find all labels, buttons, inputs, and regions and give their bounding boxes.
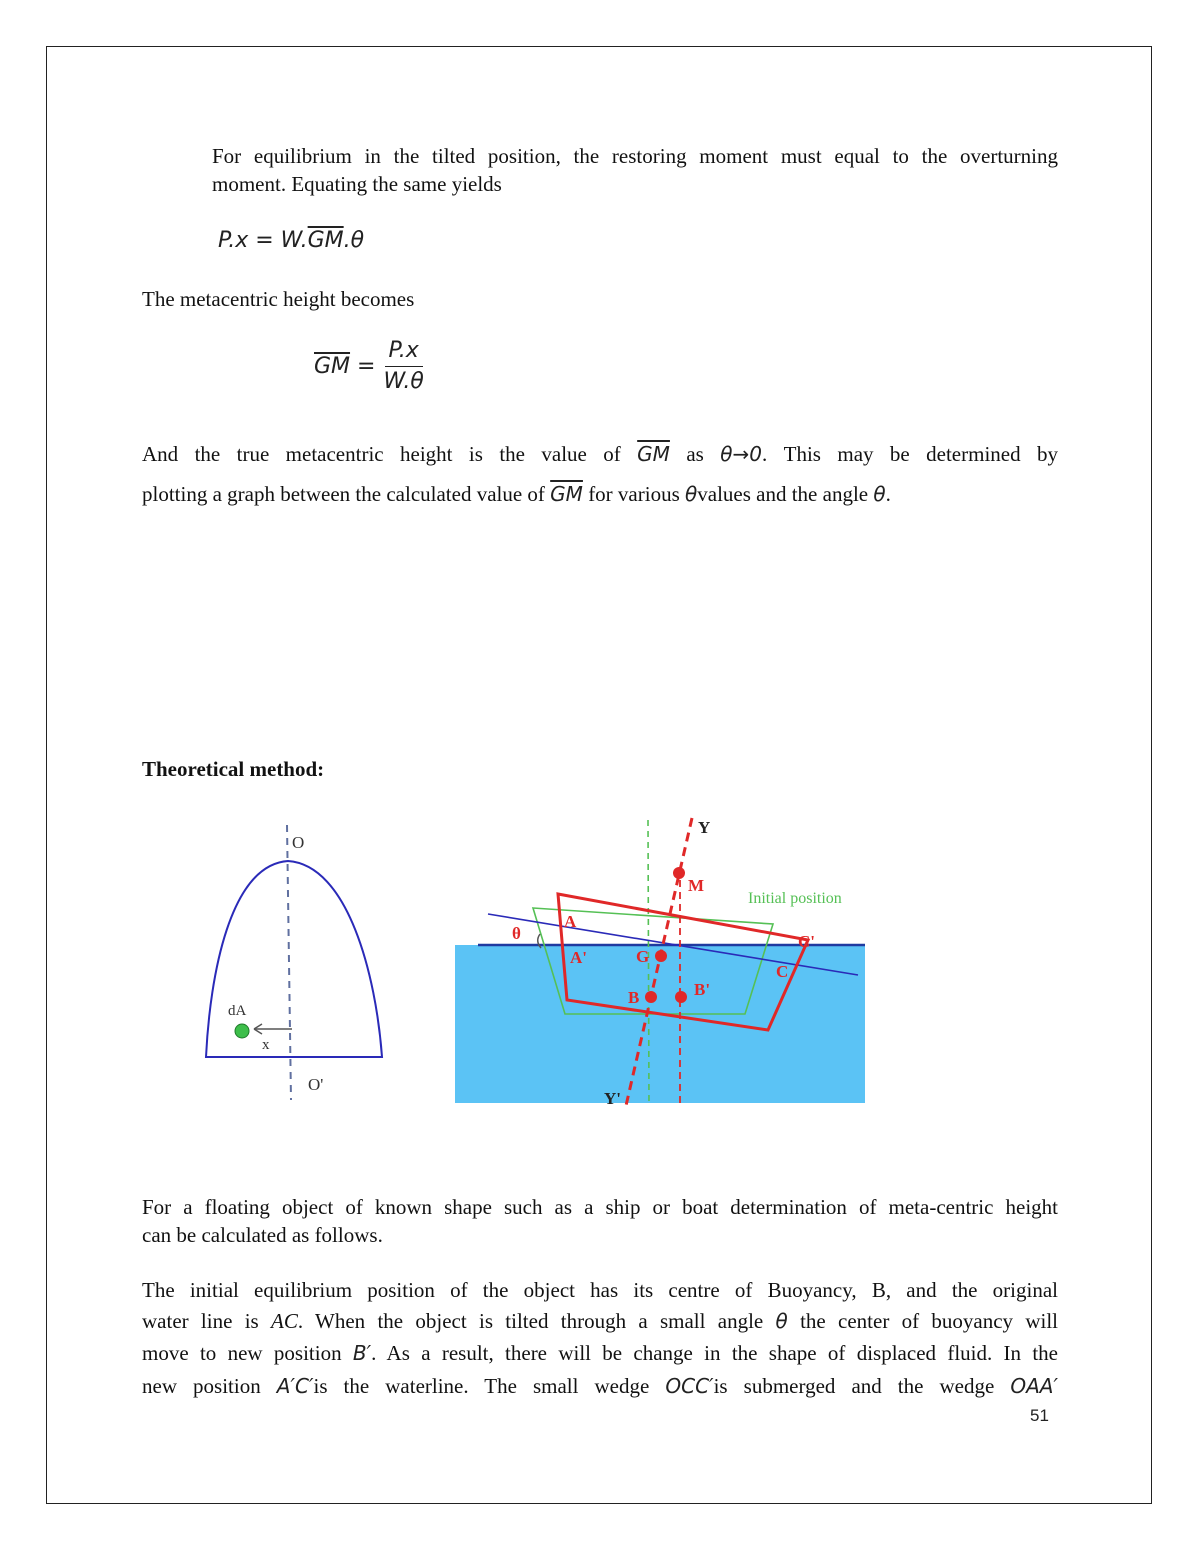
label-o-prime: O' xyxy=(308,1075,324,1094)
paragraph-equilibrium-line2: moment. Equating the same yields xyxy=(212,172,502,196)
paragraph-metacentric-height: The metacentric height becomes xyxy=(142,287,415,311)
label-g: G xyxy=(636,947,650,966)
water-region xyxy=(455,945,865,1103)
symmetry-axis xyxy=(287,825,291,1100)
label-o: O xyxy=(292,833,305,852)
paragraph-true-metacentric-line1: And the true metacentric height is the value of $\overline{GM}$ as θ→0. This may be determined by xyxy=(142,442,1059,466)
label-m: M xyxy=(688,876,705,895)
paragraph-initial-equilibrium-line2: water line is AC. When the object is tilted through a small angle θ the center of buoyancy will xyxy=(142,1309,1059,1333)
label-initial-position: Initial position xyxy=(748,890,842,907)
fraction-numerator: P.x xyxy=(385,338,423,367)
label-da: dA xyxy=(228,1003,247,1019)
point-b-prime xyxy=(675,991,687,1003)
point-g xyxy=(655,950,667,962)
point-m xyxy=(673,867,685,879)
paragraph-initial-equilibrium-line3: move to new position B′. As a result, there will be change in the shape of displaced fluid. In the xyxy=(142,1341,1058,1365)
equation-gm-fraction: $\overline{GM}$ = $\frac{P.x}{W.\theta}$ xyxy=(314,338,424,394)
label-b: B xyxy=(628,988,640,1007)
label-theta: θ xyxy=(512,924,521,943)
label-a: A xyxy=(564,912,577,931)
label-b-prime: B' xyxy=(694,980,711,999)
label-y-prime: Y' xyxy=(604,1089,621,1108)
fraction-denominator: W.θ xyxy=(383,369,424,394)
area-element-dot xyxy=(235,1024,249,1038)
label-c: C xyxy=(776,962,789,981)
page-number: 51 xyxy=(1030,1406,1049,1425)
point-b xyxy=(645,991,657,1003)
paragraph-equilibrium-line1: For equilibrium in the tilted position, the restoring moment must equal to the overturning xyxy=(212,144,1058,168)
figure-tilted-body xyxy=(440,810,900,1120)
paragraph-floating-object-line1: For a floating object of known shape such as a ship or boat determination of meta-centric height xyxy=(142,1195,1058,1219)
paragraph-initial-equilibrium-line1: The initial equilibrium position of the object has its centre of Buoyancy, B, and the original xyxy=(142,1278,1058,1302)
label-x: x xyxy=(262,1037,270,1053)
paragraph-floating-object-line2: can be calculated as follows. xyxy=(142,1223,383,1247)
label-y: Y xyxy=(698,818,711,837)
figure-parabolic-section xyxy=(190,815,400,1105)
label-a-prime: A' xyxy=(570,948,587,967)
parabola-outline xyxy=(206,861,382,1057)
equation-moment-balance: $P.x = W.\overline{GM}.\theta$ xyxy=(218,228,365,253)
label-c-prime: C' xyxy=(798,932,815,951)
paragraph-initial-equilibrium-line4: new position A′C′is the waterline. The small wedge OCC′is submerged and the wedge OAA′ xyxy=(142,1374,1059,1398)
paragraph-true-metacentric-line2: plotting a graph between the calculated value of $\overline{GM}$ for various θvalues and the angle θ. xyxy=(142,482,891,506)
section-heading: Theoretical method: xyxy=(142,757,325,781)
